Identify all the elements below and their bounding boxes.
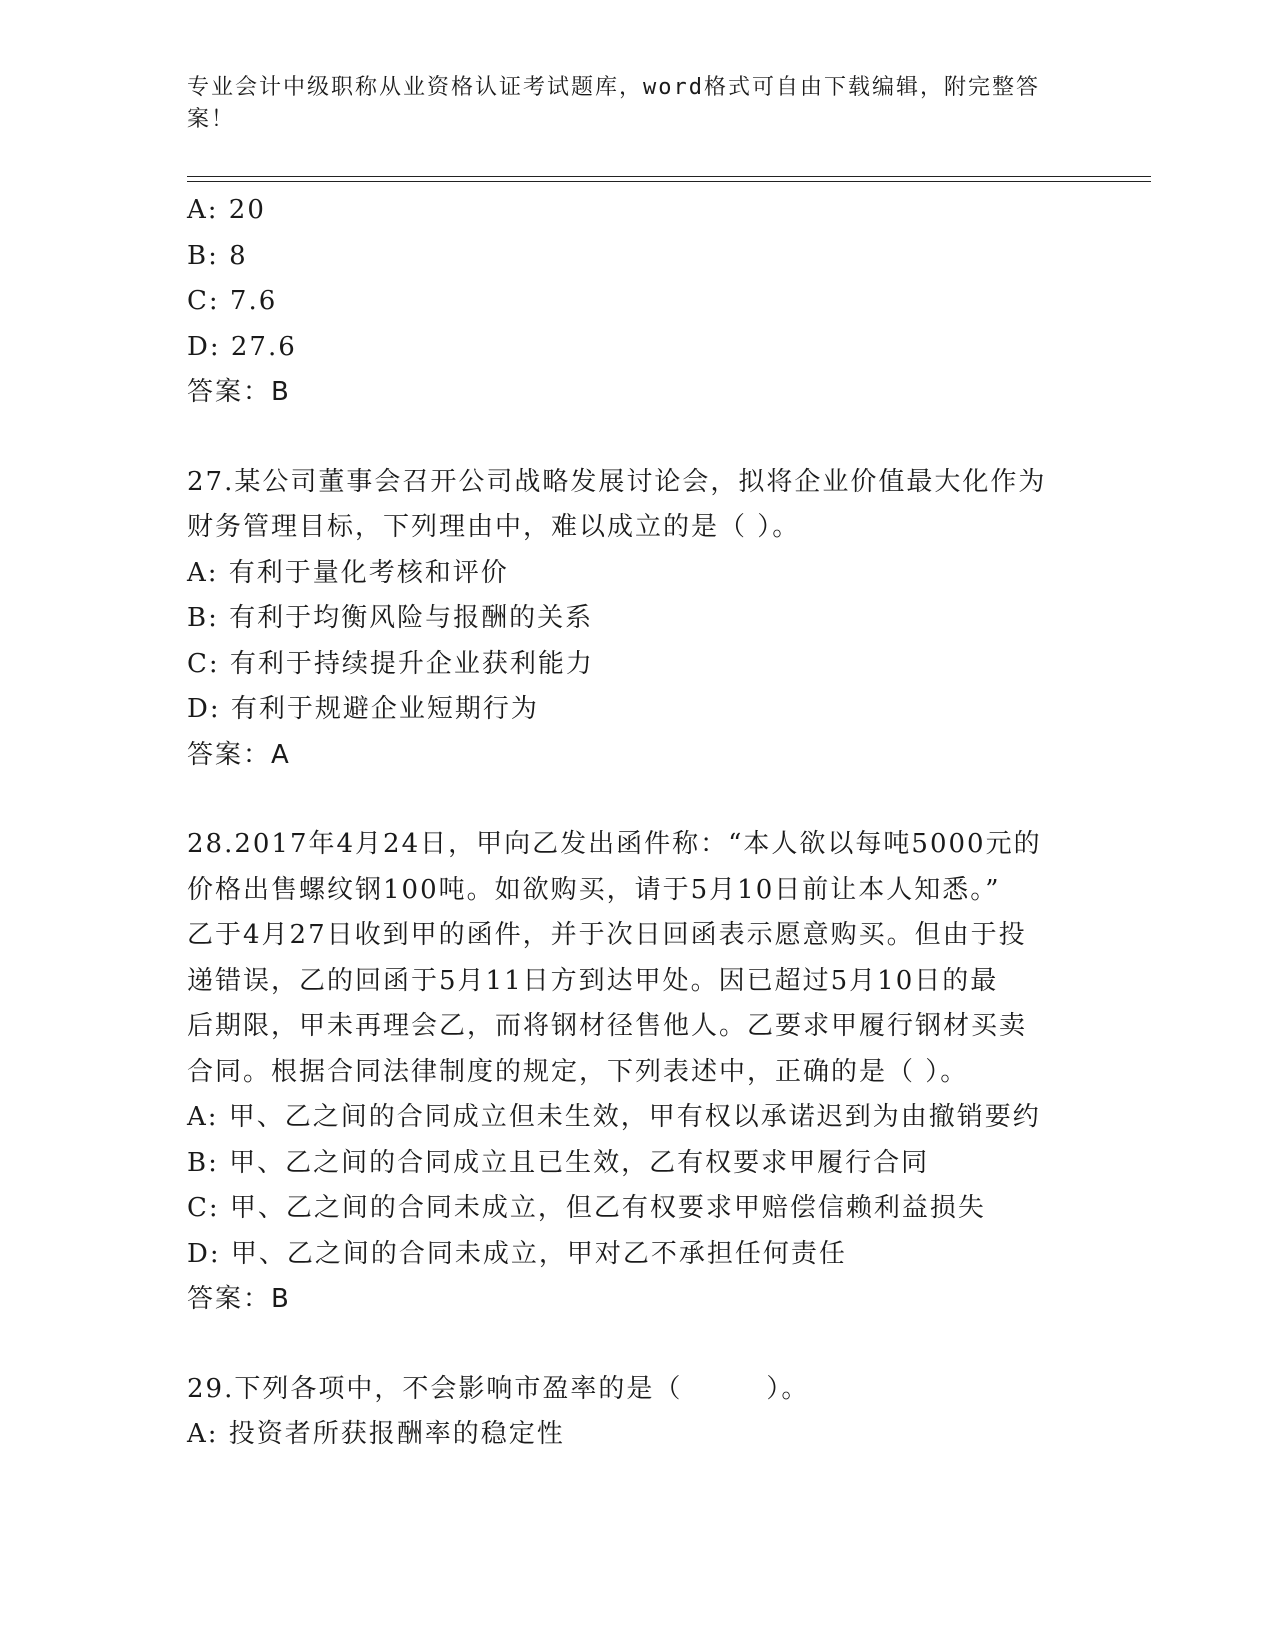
option-d: D: 甲、乙之间的合同未成立，甲对乙不承担任何责任 xyxy=(187,1238,847,1269)
question-27 xyxy=(187,460,1087,779)
option-b: B: 8 xyxy=(187,240,248,271)
option-c: C: 甲、乙之间的合同未成立，但乙有权要求甲赔偿信赖利益损失 xyxy=(187,1193,986,1223)
question-stem-line: 乙于4月27日收到甲的函件，并于次日回函表示愿意购买。但由于投 xyxy=(187,920,1027,950)
question-26 xyxy=(187,188,1087,416)
question-stem-line: 后期限，甲未再理会乙，而将钢材径售他人。乙要求甲履行钢材买卖 xyxy=(187,1011,1028,1041)
option-c: C: 有利于持续提升企业获利能力 xyxy=(187,648,594,679)
document-body xyxy=(187,188,1087,1458)
answer: 答案：B xyxy=(187,1284,291,1314)
question-stem-line: 27.某公司董事会召开公司战略发展讨论会，拟将企业价值最大化作为 xyxy=(187,466,1047,497)
option-d: D: 27.6 xyxy=(187,331,297,362)
spacer xyxy=(187,1323,1087,1367)
question-stem-line: 财务管理目标，下列理由中，难以成立的是（ ）。 xyxy=(187,512,801,542)
question-stem-line: 递错误，乙的回函于5月11日方到达甲处。因已超过5月10日的最 xyxy=(187,965,999,996)
question-stem-line: 29.下列各项中，不会影响市盈率的是（ ）。 xyxy=(187,1373,810,1404)
option-b: B: 有利于均衡风险与报酬的关系 xyxy=(187,603,594,633)
option-d: D: 有利于规避企业短期行为 xyxy=(187,694,539,724)
option-a: A: 20 xyxy=(187,195,266,225)
option-c: C: 7.6 xyxy=(187,286,278,316)
header-line-1: 专业会计中级职称从业资格认证考试题库，word格式可自由下载编辑，附完整答 xyxy=(187,75,1040,100)
option-a: A: 投资者所获报酬率的稳定性 xyxy=(187,1419,565,1449)
question-29 xyxy=(187,1367,1087,1458)
page-header xyxy=(187,72,1067,136)
spacer xyxy=(187,778,1087,822)
question-stem-line: 合同。根据合同法律制度的规定，下列表述中，正确的是（ ）。 xyxy=(187,1056,969,1087)
question-stem-line: 价格出售螺纹钢100吨。如欲购买，请于5月10日前让本人知悉。” xyxy=(187,874,1001,905)
spacer xyxy=(187,416,1087,460)
answer: 答案：A xyxy=(187,739,291,770)
header-divider-top xyxy=(187,176,1151,177)
answer: 答案：B xyxy=(187,377,291,407)
header-divider-bottom xyxy=(187,181,1151,182)
option-a: A: 甲、乙之间的合同成立但未生效，甲有权以承诺迟到为由撤销要约 xyxy=(187,1102,1041,1132)
question-28 xyxy=(187,822,1087,1323)
option-a: A: 有利于量化考核和评价 xyxy=(187,557,509,588)
header-line-2: 案！ xyxy=(187,107,236,132)
question-stem-line: 28.2017年4月24日，甲向乙发出函件称：“本人欲以每吨5000元的 xyxy=(187,829,1042,859)
option-b: B: 甲、乙之间的合同成立且已生效，乙有权要求甲履行合同 xyxy=(187,1147,930,1178)
